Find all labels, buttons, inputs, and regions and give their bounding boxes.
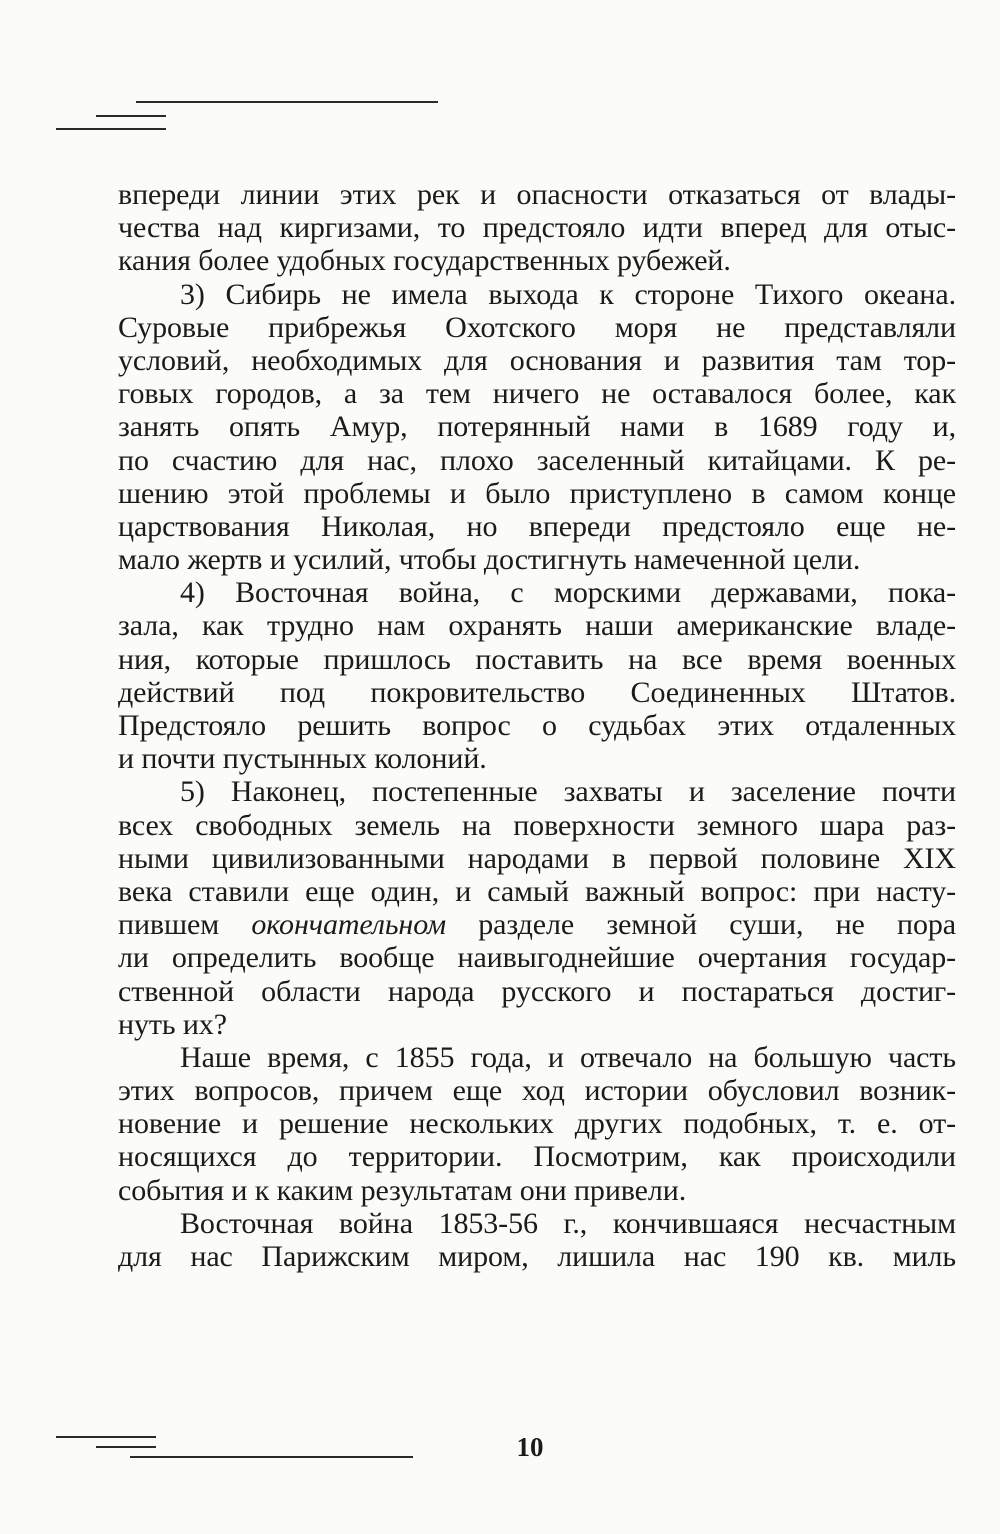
text-line: Восточная война 1853-56 г., кончившаяся несчастным [180,1206,956,1240]
text-line: Наше время, с 1855 года, и отвечало на большую часть [180,1040,956,1074]
text-line: условий, необходимых для основания и развития там тор- [118,343,956,377]
text-line: мало жертв и усилий, чтобы достигнуть намеченной цели. [118,543,861,577]
text-line: этих вопросов, причем еще ход истории обусловил возник- [118,1074,956,1108]
page-body [118,178,956,1273]
text-line: занять опять Амур, потерянный нами в 1689 году и, [118,410,956,444]
header-rule-short-1 [96,115,166,117]
paragraph-point-3 [118,278,956,577]
paragraph-point-4 [118,576,956,775]
text-line: носящихся до территории. Посмотрим, как происходили [118,1140,956,1174]
text-line: 4) Восточная война, с морскими державами, пока- [180,576,956,610]
text-line: ли определить вообще наивыгоднейшие очертания государ- [118,941,956,975]
text-line: кания более удобных государственных рубежей. [118,244,731,278]
text-line: для нас Парижским миром, лишила нас 190 кв. миль [118,1240,956,1273]
text-line: шению этой проблемы и было приступлено в самом конце [118,476,956,510]
text-line: события и к каким результатам они привели. [118,1173,687,1207]
text-line: 5) Наконец, постепенные захваты и заселение почти [180,775,956,809]
text-line: ными цивилизованными народами в первой половине XIX [118,841,956,875]
text-line: впереди линии этих рек и опасности отказаться от влады- [118,178,956,211]
text-line: века ставили еще один, и самый важный вопрос: при насту- [118,874,956,908]
text-fragment: разделе земной суши, не пора [478,908,957,942]
text-line: действий под покровительство Соединенных Штатов. [118,675,956,709]
text-line: и почти пустынных колоний. [118,742,487,776]
text-line: зала, как трудно нам охранять наши американские владе- [118,609,956,643]
text-line: по счастию для нас, плохо заселенный китайцами. К ре- [118,443,956,477]
paragraph-eastern-war [118,1207,956,1273]
emphasized-word: окончательном [251,908,446,942]
text-line-with-emphasis [118,908,956,941]
text-line: 3) Сибирь не имела выхода к стороне Тихого океана. [180,277,956,311]
text-line: всех свободных земель на поверхности земного шара раз- [118,808,956,842]
text-line: Предстояло решить вопрос о судьбах этих отдаленных [118,709,956,742]
text-line: ния, которые пришлось поставить на все время военных [118,642,956,676]
paragraph-point-5 [118,775,956,1041]
text-line: ственной области народа русского и постараться достиг- [118,974,956,1008]
text-line: новение и решение нескольких других подобных, т. е. от- [118,1107,956,1141]
page-number: 10 [516,1432,544,1462]
header-rule-top [136,101,438,103]
paragraph-continuation [118,178,956,278]
header-rule-short-2 [56,128,166,130]
text-line: нуть их? [118,1007,227,1041]
text-fragment: пившем [118,908,220,942]
text-line: Суровые прибрежья Охотского моря не представляли [118,310,956,344]
text-line: царствования Николая, но впереди предстояло еще не- [118,509,956,543]
text-line: чества над киргизами, то предстояло идти вперед для отыс- [118,211,956,245]
paragraph-our-time [118,1041,956,1207]
text-line: говых городов, а за тем ничего не оставалося более, как [118,377,956,411]
